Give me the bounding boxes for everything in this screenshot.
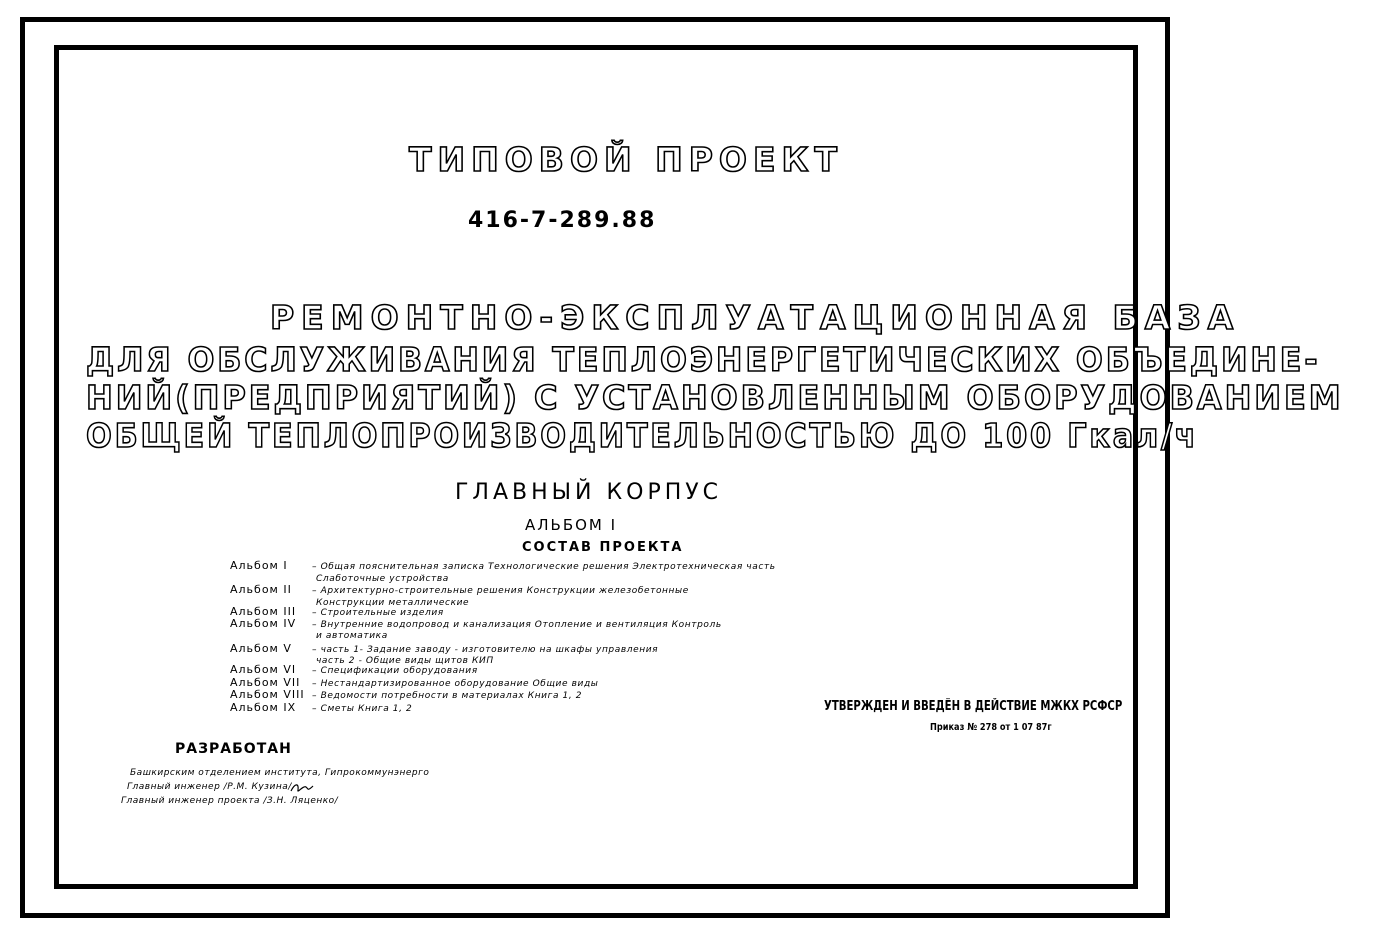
developer-line: Главный инженер проекта /З.Н. Ляценко/ <box>121 796 339 806</box>
album-row: Альбом VI – Спецификации оборудования <box>230 663 478 676</box>
album-row-cont: и автоматика <box>316 631 388 641</box>
signature-icon <box>289 781 315 795</box>
main-title-line-1: РЕМОНТНО-ЭКСПЛУАТАЦИОННАЯ БАЗА <box>270 298 1241 337</box>
album-row: Альбом I – Общая пояснительная записка Технологические решения Электротехническая часть <box>230 559 776 572</box>
main-title-line-4: ОБЩЕЙ ТЕПЛОПРОИЗВОДИТЕЛЬНОСТЬЮ ДО 100 Гкал/ч <box>86 416 1199 455</box>
building-name: ГЛАВНЫЙ КОРПУС <box>455 480 723 505</box>
order-number: Приказ № 278 от 1 07 87г <box>930 722 1052 733</box>
album-row: Альбом III – Строительные изделия <box>230 605 444 618</box>
album-row: Альбом VIII – Ведомости потребности в материалах Книга 1, 2 <box>230 688 583 701</box>
document-title: ТИПОВОЙ ПРОЕКТ <box>409 140 843 179</box>
main-title-line-2: ДЛЯ ОБСЛУЖИВАНИЯ ТЕПЛОЭНЕРГЕТИЧЕСКИХ ОБЪЕДИНЕ- <box>86 340 1321 379</box>
album-row: Альбом II – Архитектурно-строительные решения Конструкции железобетонные <box>230 583 689 596</box>
project-code: 416-7-289.88 <box>468 208 657 233</box>
album-row-cont: Конструкции металлические <box>316 598 470 608</box>
developer-line: Главный инженер /Р.М. Кузина/ <box>127 782 292 792</box>
album-row: Альбом VII – Нестандартизированное оборудование Общие виды <box>230 676 599 689</box>
album-row: Альбом V – часть 1- Задание заводу - изготовителю на шкафы управления <box>230 642 659 655</box>
composition-heading: СОСТАВ ПРОЕКТА <box>522 540 684 555</box>
album-row: Альбом IV – Внутренние водопровод и канализация Отопление и вентиляция Контроль <box>230 617 722 630</box>
main-title-line-3: НИЙ(ПРЕДПРИЯТИЙ) С УСТАНОВЛЕННЫМ ОБОРУДОВАНИЕМ <box>86 378 1344 417</box>
developer-line: Башкирским отделением института, Гипрокоммунэнерго <box>130 768 430 778</box>
approval-stamp: УТВЕРЖДЕН И ВВЕДЁН В ДЕЙСТВИЕ МЖКХ РСФСР <box>824 699 1123 714</box>
album-row-cont: Слаботочные устройства <box>316 574 449 584</box>
album-number: АЛЬБОМ I <box>525 516 618 534</box>
developed-heading: РАЗРАБОТАН <box>175 741 292 757</box>
album-row-cont: часть 2 - Общие виды щитов КИП <box>316 656 494 666</box>
album-row: Альбом IX – Сметы Книга 1, 2 <box>230 701 413 714</box>
